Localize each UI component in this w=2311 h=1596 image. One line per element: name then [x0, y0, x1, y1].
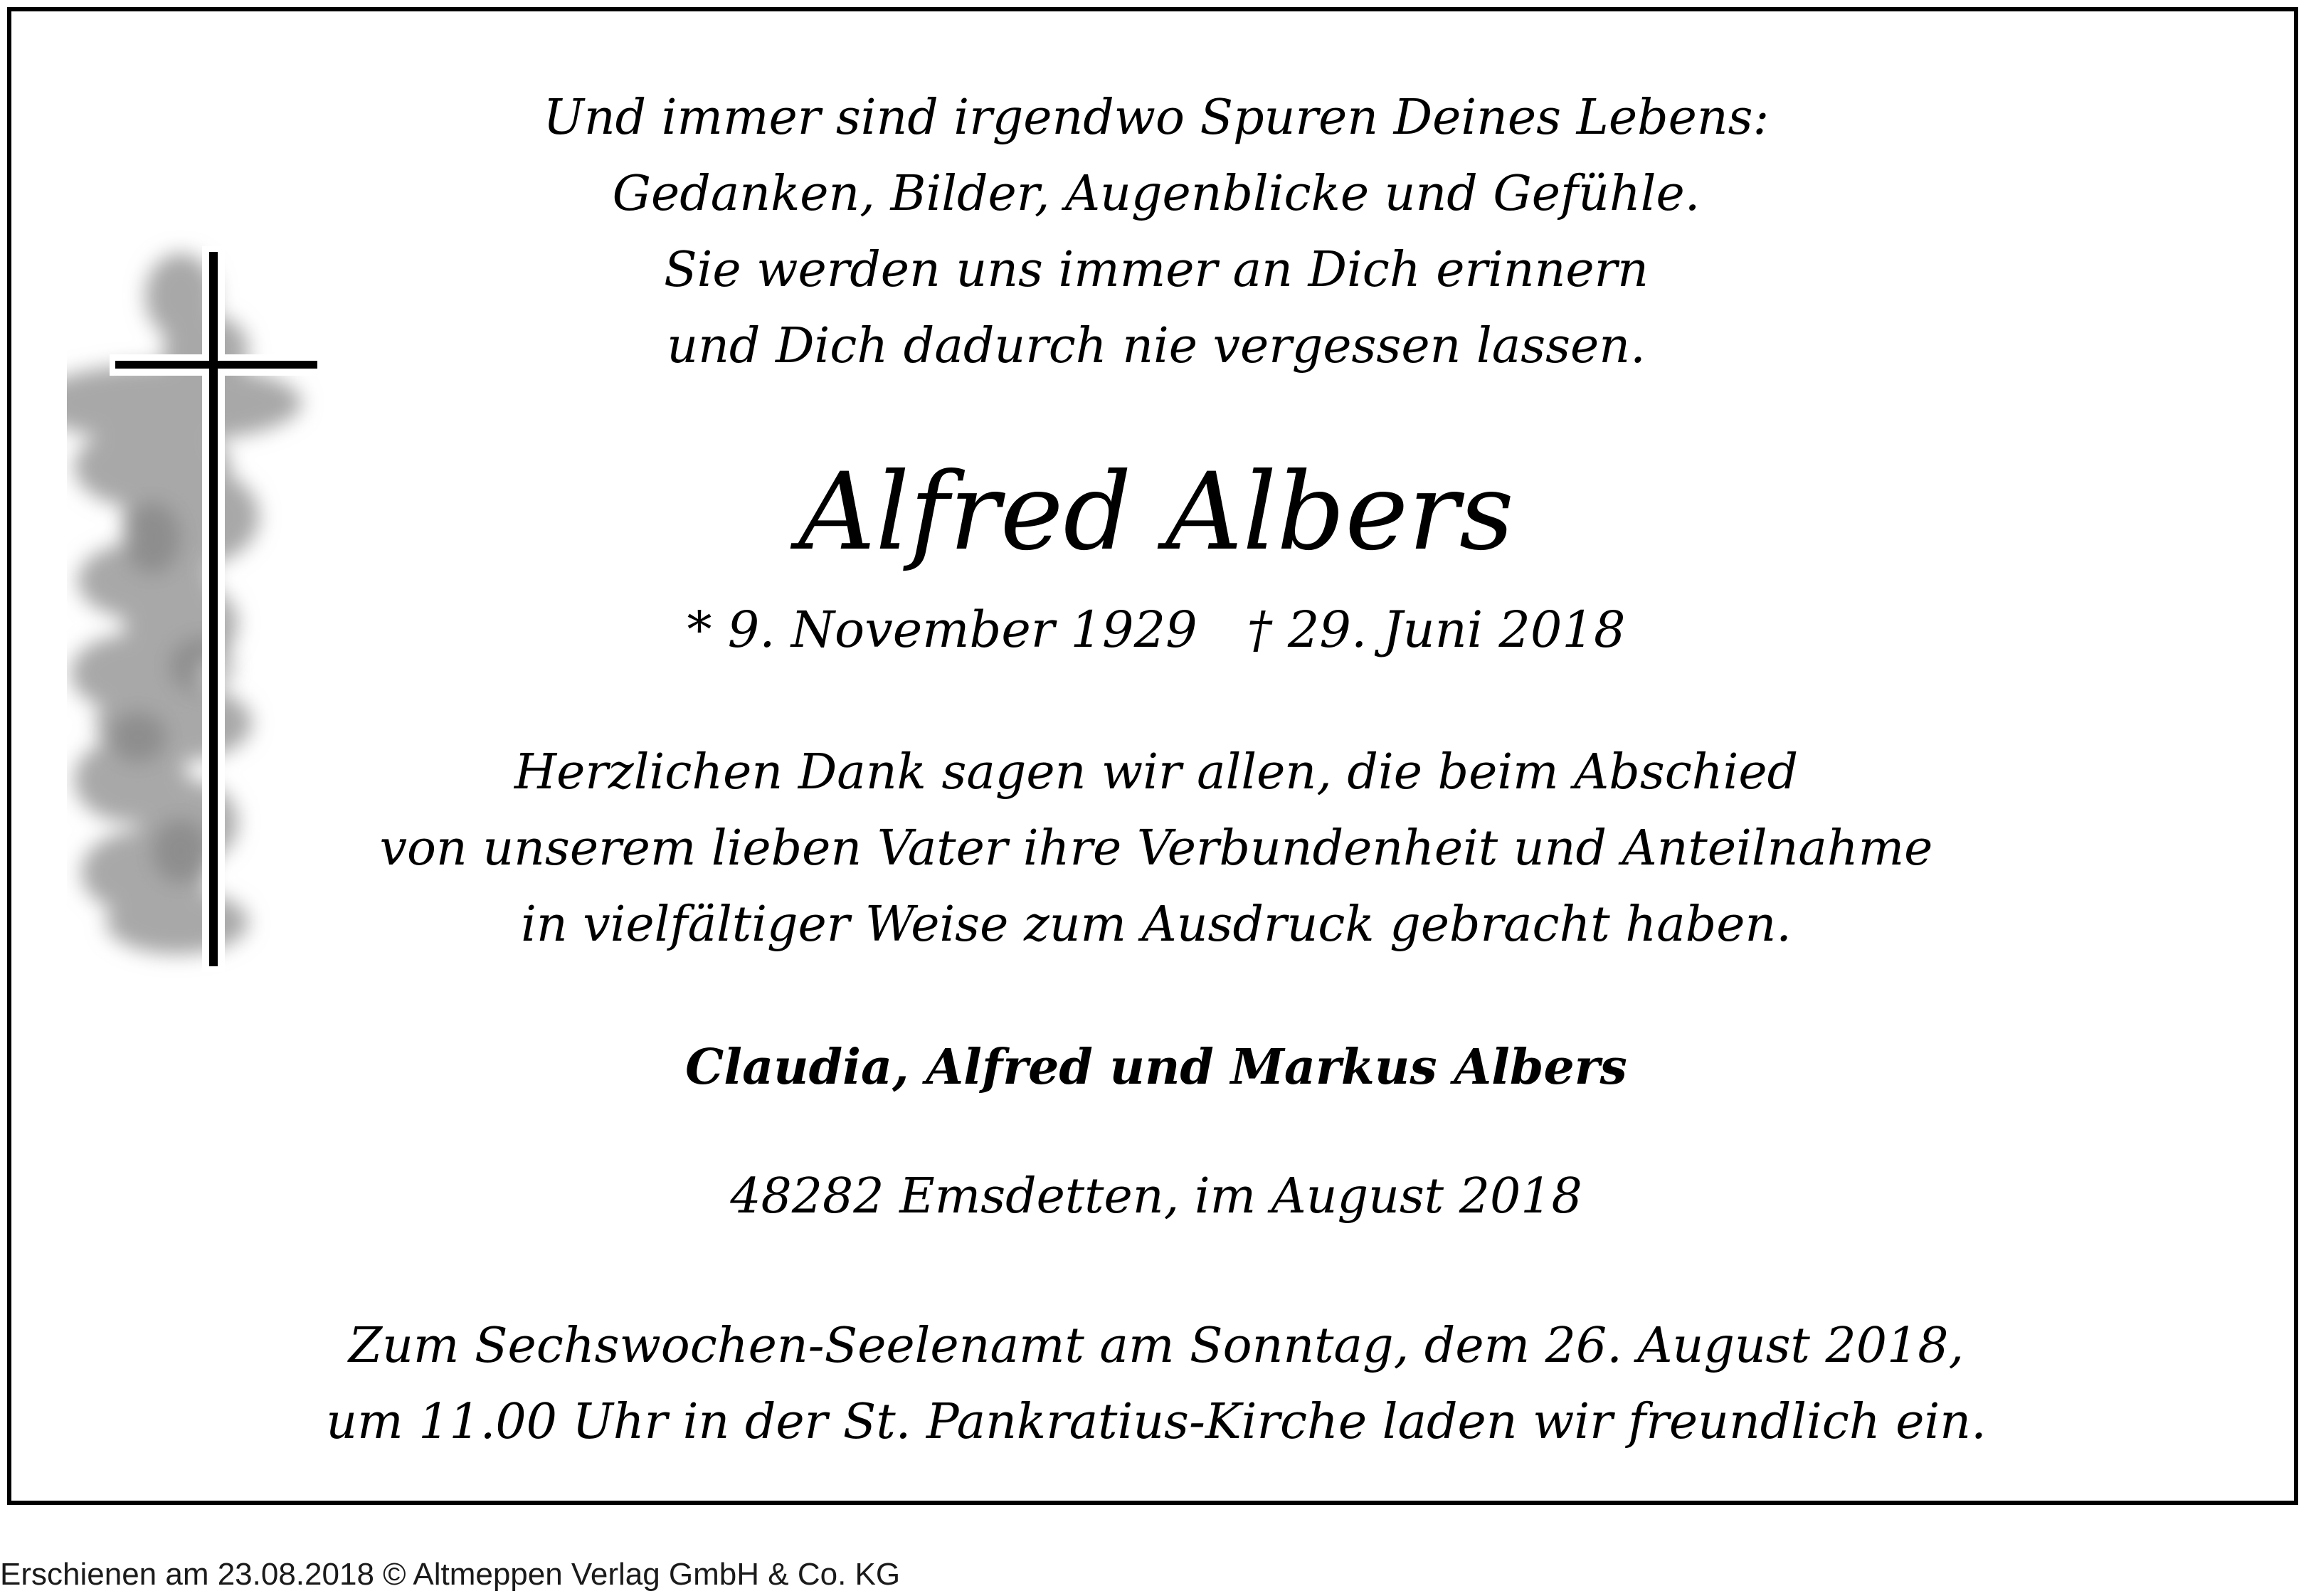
- deceased-name: Alfred Albers: [798, 450, 1514, 574]
- family-signature: Claudia, Alfred und Markus Albers: [685, 1039, 1627, 1096]
- life-dates: [285, 594, 2028, 665]
- verse-line: Und immer sind irgendwo Spuren Deines Lebens:: [543, 90, 1770, 146]
- service-line: Zum Sechswochen-Seelenamt am Sonntag, dem 26. August 2018,: [348, 1318, 1964, 1374]
- service-announcement: [285, 1308, 2028, 1460]
- verse: [285, 80, 2028, 384]
- death-date: † 29. Juni 2018: [1247, 601, 1626, 659]
- place-date: 48282 Emsdetten, im August 2018: [730, 1168, 1582, 1225]
- birth-date: * 9. November 1929: [687, 601, 1197, 659]
- thanks-line: in vielfältiger Weise zum Ausdruck gebracht haben.: [521, 897, 1792, 953]
- publication-footer: Erschienen am 23.08.2018 © Altmeppen Verlag GmbH & Co. KG: [0, 1557, 901, 1592]
- thanks-line: Herzlichen Dank sagen wir allen, die beim Abschied: [514, 744, 1799, 800]
- verse-line: Gedanken, Bilder, Augenblicke und Gefühle.: [612, 166, 1701, 222]
- service-line: um 11.00 Uhr in der St. Pankratius-Kirche laden wir freundlich ein.: [326, 1394, 1987, 1450]
- verse-line: Sie werden uns immer an Dich erinnern: [664, 242, 1649, 298]
- verse-line: und Dich dadurch nie vergessen lassen.: [667, 318, 1646, 374]
- thanks-line: von unserem lieben Vater ihre Verbundenheit und Anteilnahme: [379, 820, 1933, 877]
- thanks-message: [285, 734, 2028, 963]
